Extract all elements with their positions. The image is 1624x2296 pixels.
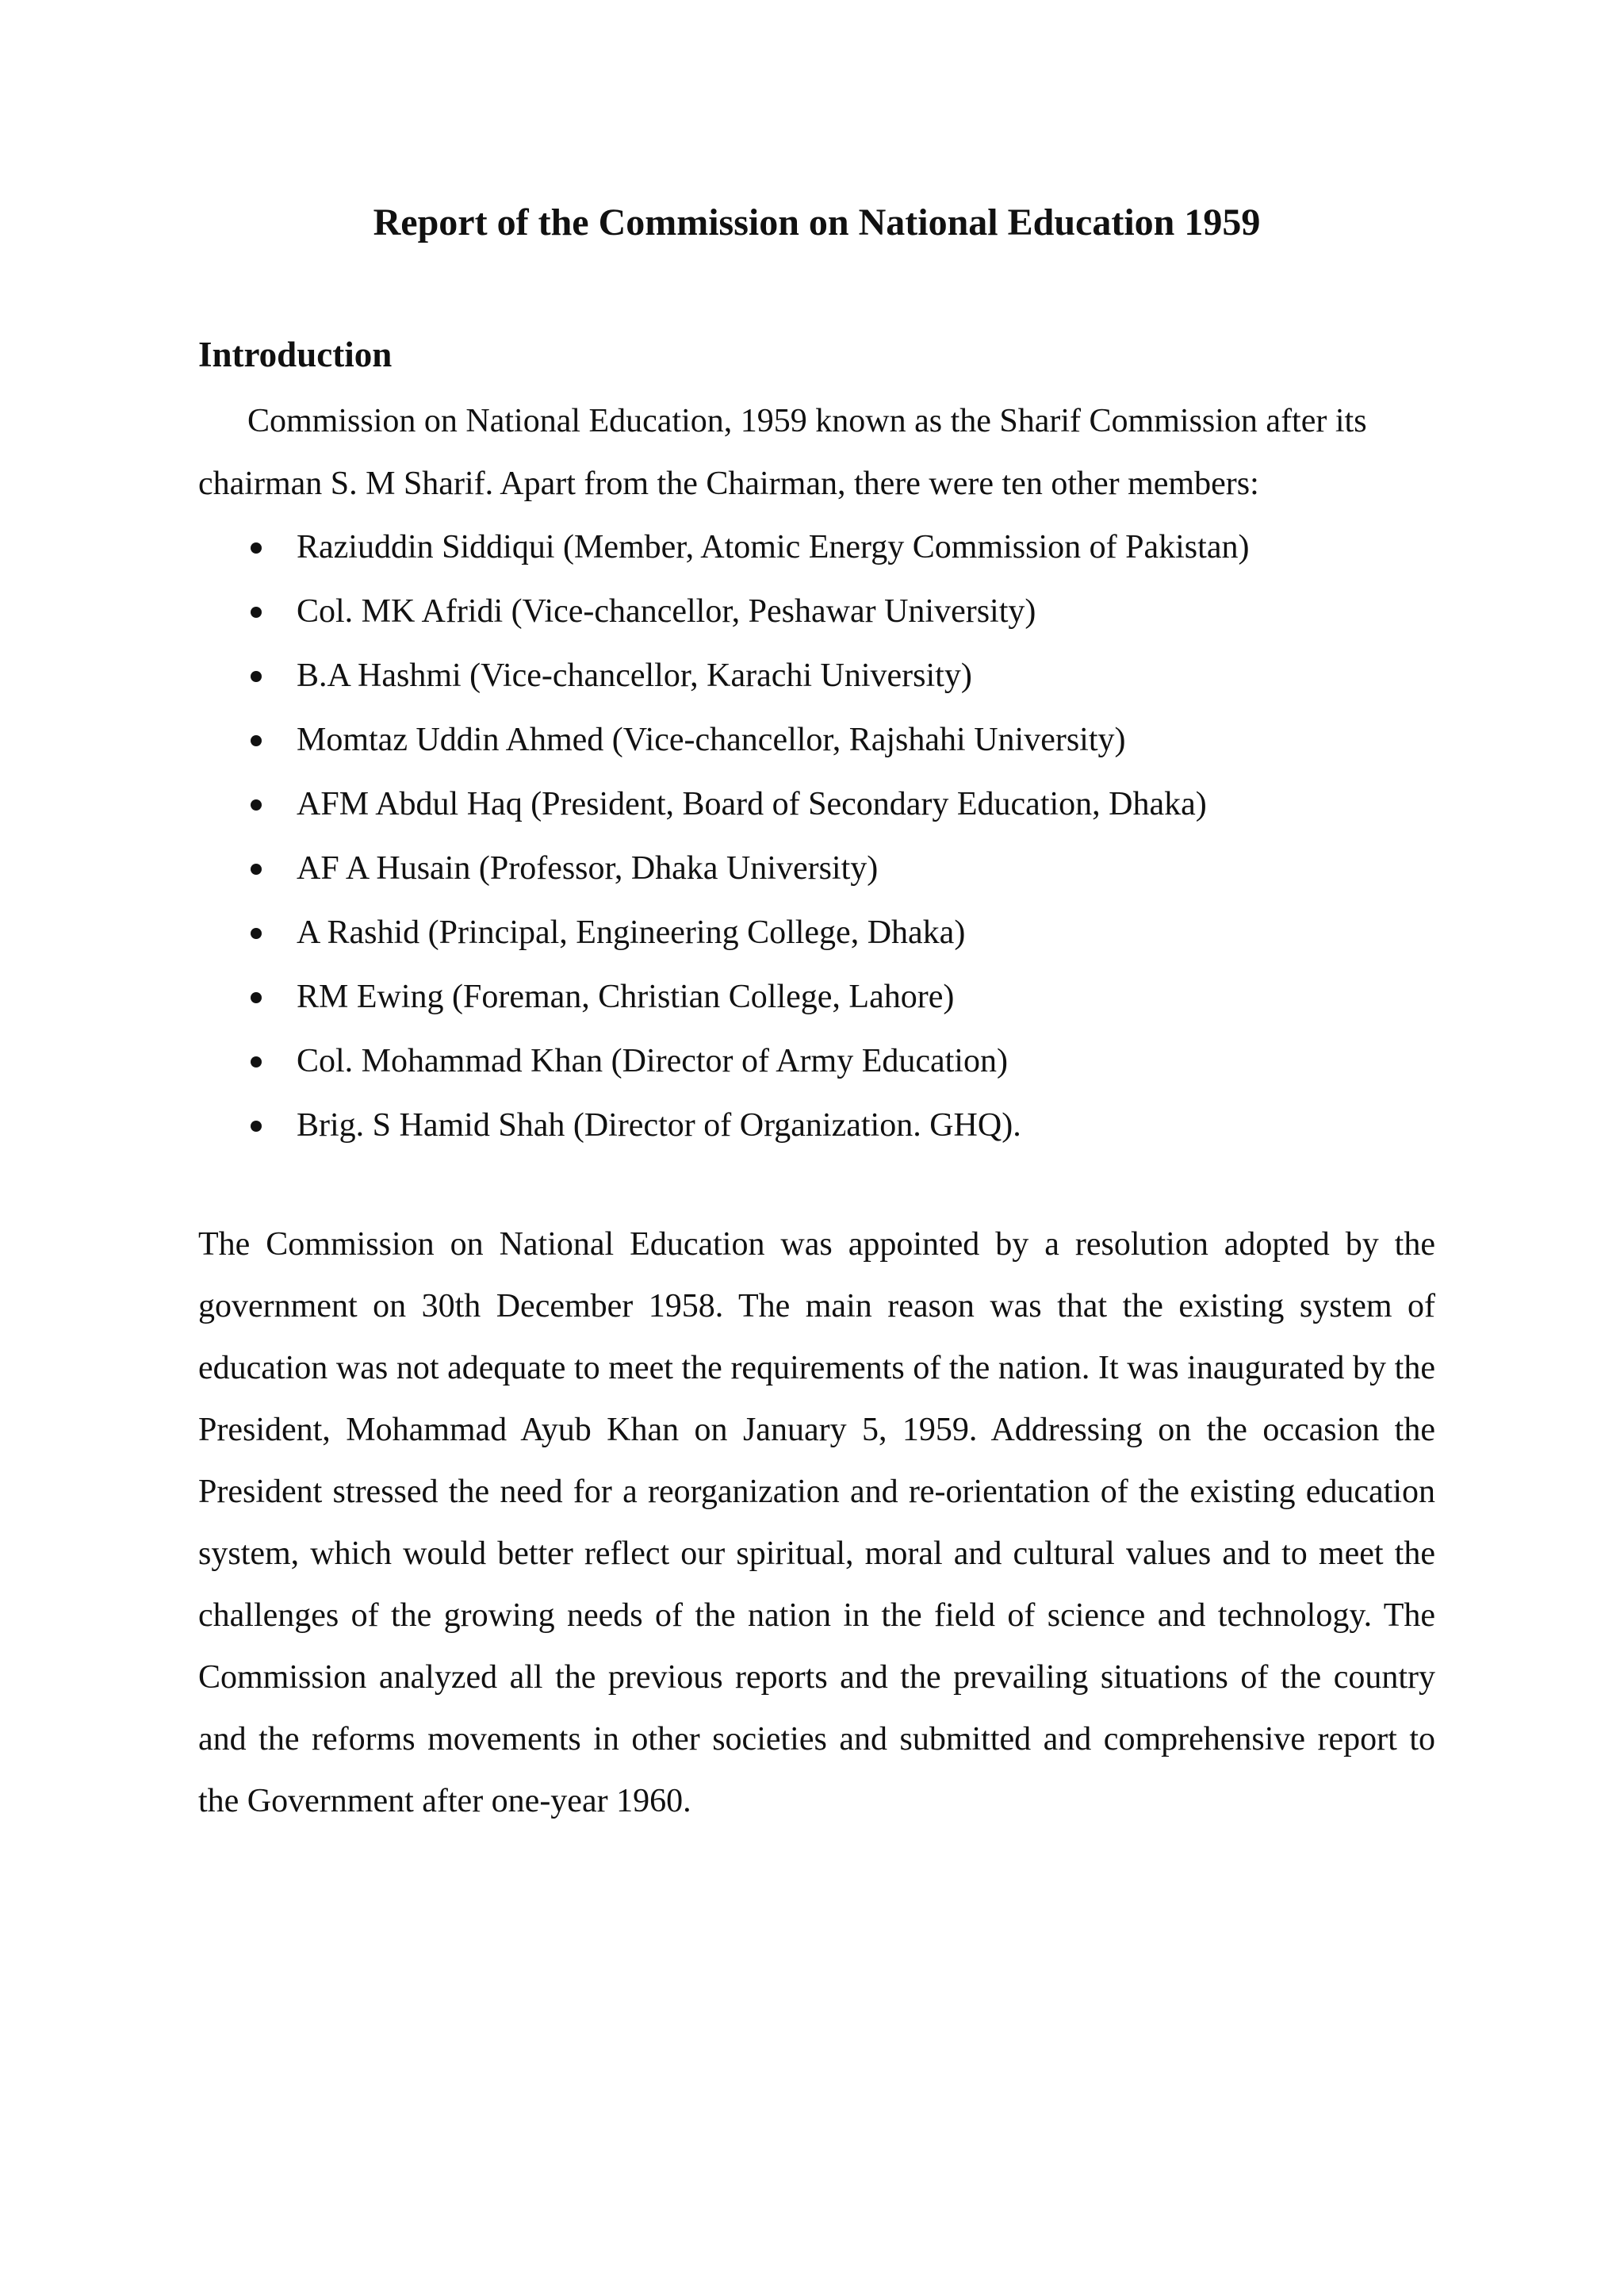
member-list-item bbox=[198, 772, 1435, 837]
section-heading-introduction: Introduction bbox=[198, 335, 393, 374]
member-list-item bbox=[198, 1029, 1435, 1094]
bullet-icon bbox=[251, 1121, 262, 1132]
member-text: Col. MK Afridi (Vice-chancellor, Peshawar University) bbox=[297, 593, 1036, 630]
member-list-item bbox=[198, 644, 1435, 708]
bullet-icon bbox=[251, 735, 262, 746]
intro-paragraph: Commission on National Education, 1959 known as the Sharif Commission after its chairman S. M Sharif. Apart from the Chairman, there were ten other members: bbox=[198, 403, 1367, 502]
bullet-icon bbox=[251, 542, 262, 554]
member-text: Col. Mohammad Khan (Director of Army Education) bbox=[297, 1043, 1008, 1079]
member-list-item bbox=[198, 901, 1435, 965]
document-title: Report of the Commission on National Education 1959 bbox=[373, 201, 1261, 243]
bullet-icon bbox=[251, 799, 262, 811]
body-paragraph: The Commission on National Education was appointed by a resolution adopted by the government on 30th December 1958. The main reason was that the existing system of education was not adequate to meet the requirements of the nation. It was inaugurated by the President, Mohammad Ayub Khan on January 5, 1959. Addressing on the occasion the President stressed the need for a reorganization and re-orientation of the existing education system, which would better reflect our spiritual, moral and cultural values and to meet the challenges of the growing needs of the nation in the field of science and technology. The Commission analyzed all the previous reports and the prevailing situations of the country and the reforms movements in other societies and submitted and comprehensive report to the Government after one-year 1960. bbox=[198, 1226, 1435, 1819]
member-list-item bbox=[198, 1094, 1435, 1158]
member-text: Brig. S Hamid Shah (Director of Organization. GHQ). bbox=[297, 1107, 1021, 1144]
member-text: Momtaz Uddin Ahmed (Vice-chancellor, Rajshahi University) bbox=[297, 722, 1126, 758]
member-list-item bbox=[198, 580, 1435, 644]
member-text: RM Ewing (Foreman, Christian College, Lahore) bbox=[297, 979, 955, 1015]
bullet-icon bbox=[251, 607, 262, 618]
member-text: AF A Husain (Professor, Dhaka University) bbox=[297, 850, 879, 887]
member-list-item bbox=[198, 516, 1435, 580]
member-list-item bbox=[198, 965, 1435, 1029]
bullet-icon bbox=[251, 671, 262, 682]
member-text: Raziuddin Siddiqui (Member, Atomic Energy Commission of Pakistan) bbox=[297, 529, 1250, 565]
members-list bbox=[198, 516, 1435, 1158]
member-list-item bbox=[198, 837, 1435, 901]
bullet-icon bbox=[251, 928, 262, 939]
member-text: A Rashid (Principal, Engineering College, Dhaka) bbox=[297, 914, 966, 951]
member-text: AFM Abdul Haq (President, Board of Secondary Education, Dhaka) bbox=[297, 786, 1207, 822]
member-list-item bbox=[198, 708, 1435, 772]
bullet-icon bbox=[251, 992, 262, 1003]
bullet-icon bbox=[251, 864, 262, 875]
bullet-icon bbox=[251, 1056, 262, 1068]
member-text: B.A Hashmi (Vice-chancellor, Karachi University) bbox=[297, 657, 972, 694]
